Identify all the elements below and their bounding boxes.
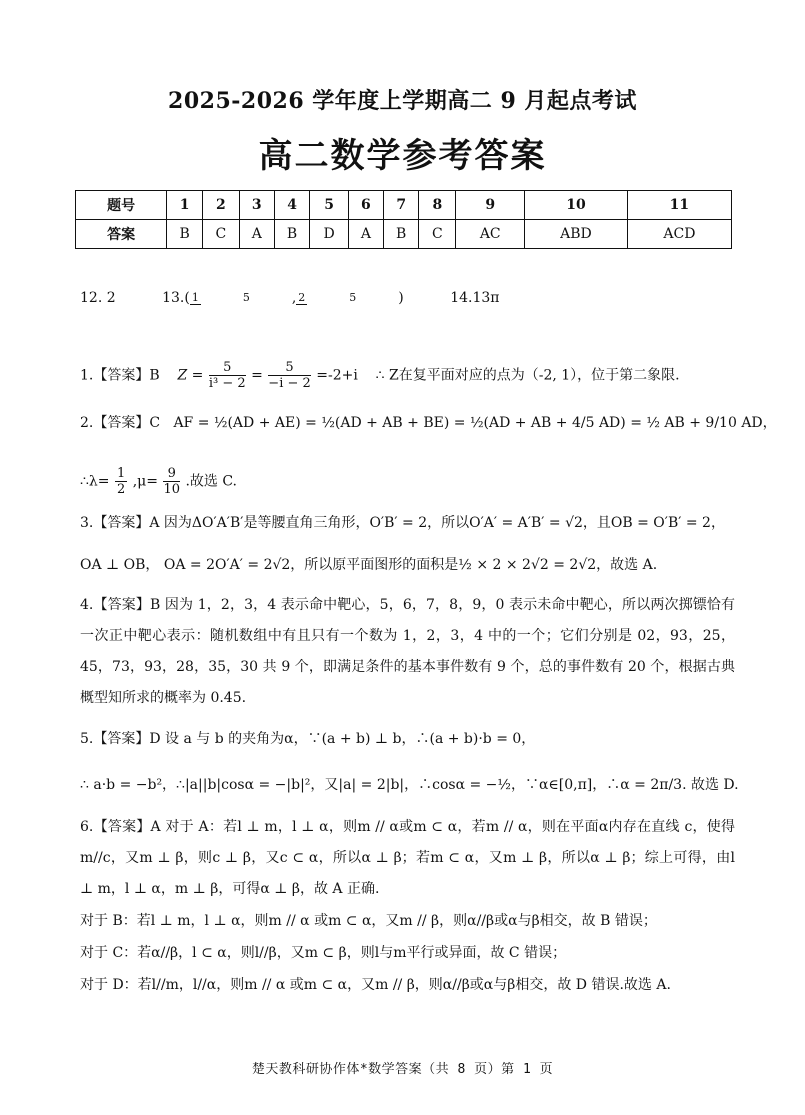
answer-cell: B xyxy=(383,220,419,249)
page-title: 高二数学参考答案 xyxy=(258,136,547,176)
q13-frac1 xyxy=(190,292,292,305)
answer-cell: B xyxy=(274,220,310,249)
question-number: 3 xyxy=(239,191,274,220)
frac-denominator: 5 xyxy=(242,290,250,304)
answer-cell: D xyxy=(310,220,349,249)
question-number: 8 xyxy=(419,191,456,220)
solution-head: 2.【答案】C xyxy=(80,415,161,431)
solution-text: ∴λ= xyxy=(80,473,110,490)
question-number: 2 xyxy=(202,191,239,220)
solution-6-a: 6.【答案】A 对于 A：若l ⊥ m，l ⊥ α，则m // α或m ⊂ α，若m // α，则在平面α内存在直线 c，使得m//c，又m ⊥ β，则c ⊥ β，又c ⊂ α，所以α ⊥ β；若m ⊂ α，又m ⊥ β，所以α ⊥ β；综上可得，由l ⊥ m，l ⊥ α，m ⊥ β，可得α ⊥ β，故 A 正确. xyxy=(80,819,735,897)
solution-6-d: 对于 D：若l//m，l//α，则m // α 或m ⊂ α，又m // β，则α//β或α与β相交，故 D 错误.故选 A. xyxy=(80,977,671,993)
answer-cell: A xyxy=(239,220,274,249)
row-label: 答案 xyxy=(76,220,167,249)
q13-prefix: 13.( xyxy=(162,290,190,306)
solution-text: AF = ½(AD + AE) = ½(AD + AB + BE) = ½(AD + AB + 4/5 AD) = ½ AB + 9/10 AD， xyxy=(173,415,777,431)
solution-5-line2: ∴ a·b = −b²，∴|a||b|cosα = −|b|²，又|a| = 2|b|，∴cosα = −½，∵α∈[0,π]，∴α = 2π/3. 故选 D. xyxy=(80,777,739,793)
question-number: 11 xyxy=(627,191,731,220)
answer-cell: AC xyxy=(456,220,525,249)
solution-3-line1: 3.【答案】A 因为ΔO′A′B′是等腰直角三角形，O′B′ = 2，所以O′A′ = A′B′ = √2，且OB = O′B′ = 2， xyxy=(80,515,725,531)
answer-cell: B xyxy=(167,220,203,249)
q13-answer: 13.( 1 5 , 2 5 ) xyxy=(162,290,404,306)
frac-denominator: −i − 2 xyxy=(268,376,311,391)
question-number: 1 xyxy=(167,191,203,220)
frac-numerator: 2 xyxy=(298,290,306,304)
frac-denominator: i³ − 2 xyxy=(208,376,246,391)
solution-1: 1.【答案】B Z = $\frac{5}{\text{i³ − 2}}$ = $\frac{5}{-i - 2}$ =-2+i ∴ Z在复平面对应的点为（-2, 1），位于第二象限. xyxy=(80,360,680,391)
solution-text: ,μ= xyxy=(132,473,158,490)
solution-5-line1: 5.【答案】D 设 a 与 b 的夹角为α，∵(a + b) ⊥ b，∴(a + b)·b = 0， xyxy=(80,731,536,747)
fraction xyxy=(209,360,246,391)
answer-table xyxy=(75,190,732,249)
exam-title: 2025-2026 学年度上学期高二 9 月起点考试 xyxy=(168,88,637,114)
solution-6-c: 对于 C：若α//β，l ⊂ α，则l//β，又m ⊂ β，则l与m平行或异面，故 C 错误； xyxy=(80,945,567,961)
answer-row xyxy=(76,220,732,249)
page-footer: 楚天教科研协作体*数学答案（共 8 页）第 1 页 xyxy=(251,1062,554,1077)
answer-cell: A xyxy=(348,220,383,249)
solution-6-b: 对于 B：若l ⊥ m，l ⊥ α，则m // α 或m ⊂ α，又m // β，则α//β或α与β相交，故 B 错误； xyxy=(80,913,657,929)
answer-cell: C xyxy=(419,220,456,249)
answer-cell: C xyxy=(202,220,239,249)
q13-frac2 xyxy=(296,292,398,305)
q13-suffix: ) xyxy=(398,290,404,306)
solution-2-head xyxy=(80,412,777,434)
solution-4: 4.【答案】B 因为 1，2，3，4 表示命中靶心，5，6，7，8，9，0 表示未命中靶心，所以两次掷镖恰有一次正中靶心表示：随机数组中有且只有一个数为 1，2，3，4 中的一个；它们分别是 02，93，25，45，73，93，28，35，30 共 9 个，即满足条件的基本事件数有 9 个，总的事件数有 20 个，根据古典概型知所求的概率为 0.45. xyxy=(80,597,735,706)
question-number: 4 xyxy=(274,191,310,220)
question-number: 9 xyxy=(456,191,525,220)
question-number: 5 xyxy=(310,191,349,220)
frac-numerator: 1 xyxy=(116,466,126,481)
question-number: 6 xyxy=(348,191,383,220)
question-number: 10 xyxy=(525,191,628,220)
solution-3-line2: OA ⊥ OB， OA = 2O′A′ = 2√2，所以原平面图形的面积是½ × 2 × 2√2 = 2√2，故选 A. xyxy=(80,557,658,573)
answer-cell: ACD xyxy=(627,220,731,249)
frac-denominator: 10 xyxy=(163,482,180,497)
question-number: 7 xyxy=(383,191,419,220)
answer-cell: ABD xyxy=(525,220,628,249)
frac-numerator: 5 xyxy=(209,360,246,376)
solution-text: .故选 C. xyxy=(185,473,238,490)
fill-in-answers xyxy=(80,290,541,306)
frac-numerator: 5 xyxy=(268,360,310,376)
solution-text: ∴ Z在复平面对应的点为（-2, 1），位于第二象限. xyxy=(375,367,680,384)
frac-numerator: 1 xyxy=(191,290,199,304)
row-label: 题号 xyxy=(76,191,167,220)
solution-2-conclusion xyxy=(80,466,740,497)
question-number-row xyxy=(76,191,732,220)
q14-answer: 14.13π xyxy=(450,290,500,306)
frac-denominator: 2 xyxy=(116,482,126,497)
formula-text: =-2+i xyxy=(316,367,358,384)
frac-numerator: 9 xyxy=(163,466,180,482)
formula-text: Z = xyxy=(177,367,204,384)
fraction xyxy=(115,466,127,497)
frac-denominator: 5 xyxy=(349,290,357,304)
solution-head: 1.【答案】B xyxy=(80,367,160,384)
q12-answer: 12. 2 xyxy=(80,290,116,306)
fraction xyxy=(268,360,310,391)
fraction xyxy=(163,466,180,497)
